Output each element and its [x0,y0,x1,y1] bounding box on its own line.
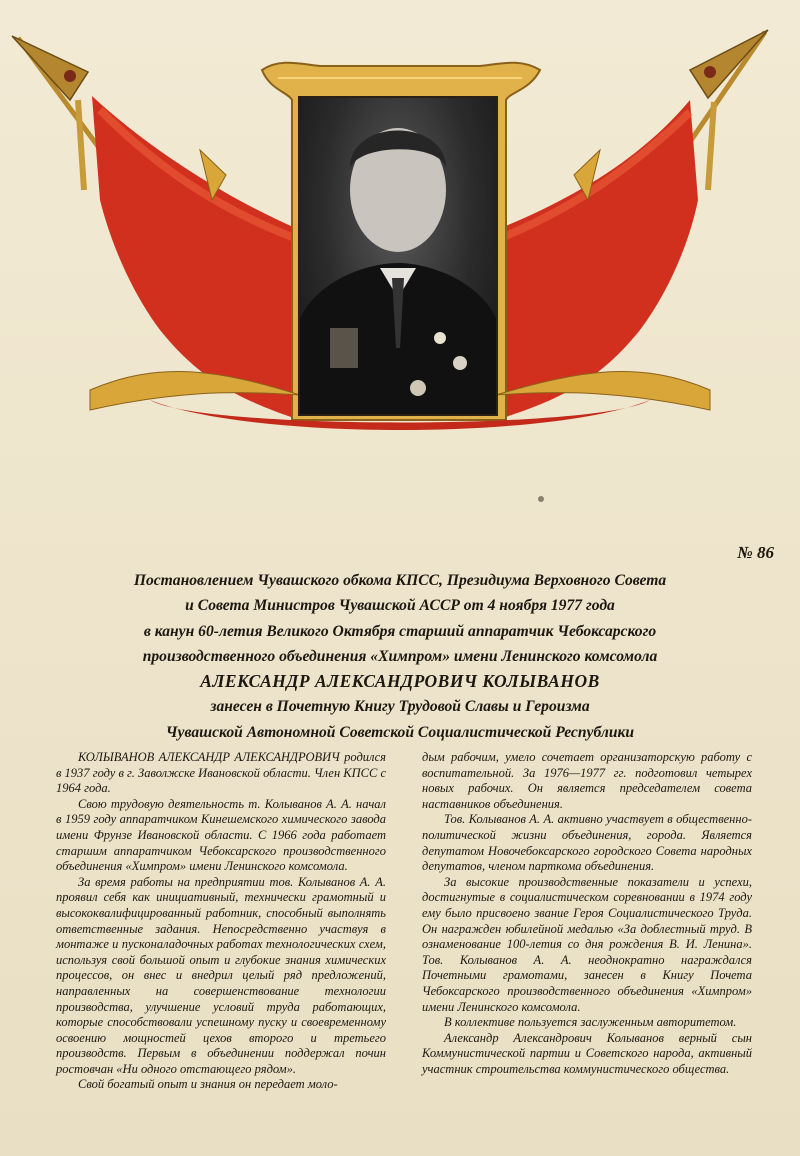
decree-line: Чувашской Автономной Советской Социалистической Республики [165,723,635,741]
decree-line: в канун 60-летия Великого Октября старший аппаратчик Чебоксарского [143,622,657,640]
paragraph: Александр Александрович Колыванов верный сын Коммунистической партии и Советского народа, активный участник строительства коммунистического общества. [422,1030,752,1076]
left-spear-tip [12,36,88,100]
record-number: № 86 [737,543,774,562]
ink-dot [538,496,544,502]
paragraph: За высокие производственные показатели и успехи, достигнутые в социалистическом соревновании в 1974 году ему было присвоено звание Героя Социалистического Труда. Он награжден юбилейной медалью «За доблестный труд. В ознаменование 100-летия со дня рождения В. И. Ленина». Тов. Колыванов А. А. неоднократно награждался Почетными грамотами, занесен в Книгу Почета Чебоксарского производственного объединения «Химпром» имени Ленинского комсомола. [422,874,752,1014]
decree-line: занесен в Почетную Книгу Трудовой Славы и Героизма [210,698,590,716]
paragraph: Свой богатый опыт и знания он передает моло- [78,1077,338,1092]
paragraph: В коллективе пользуется заслуженным авторитетом. [444,1015,737,1030]
paragraph: За время работы на предприятии тов. Колыванов А. А. проявил себя как инициативный, технически грамотный и высококвалифицированный работник, способный выполнять ответственные задания. Непосредственно участвуя в монтаже и пусконаладочных работах технологических схем, используя свой большой опыт и глубокие знания химических процессов, он внес и внедрил целый ряд предложений, направленных на совершенствование технологии производства, улучшение условий труда работающих, которые способствовали успешному пуску и своевременному освоению мощностей цехов второго и третьего производств. Первым в объединении поддержал почин ростовчан «Ни одного отстающего рядом». [56,874,386,1076]
hammer-sickle-icon [704,66,716,78]
biography [56,750,778,1110]
decree-text [40,568,760,745]
paragraph: КОЛЫВАНОВ АЛЕКСАНДР АЛЕКСАНДРОВИЧ родился в 1937 году в г. Заволжске Ивановской области. Член КПСС с 1964 года. [56,750,386,796]
paragraph: Тов. Колыванов А. А. активно участвует в общественно-политической жизни объединения, города. Является депутатом Новочебоксарского городского Совета народных депутатов, членом парткома объединения. [422,812,752,874]
star-icon [64,70,76,82]
decree-line: производственного объединения «Химпром» имени Ленинского комсомола [142,647,658,665]
biography-left-column [56,750,386,1093]
paragraph: дым рабочим, умело сочетает организаторскую работу с воспитательной. За 1976—1977 гг. подготовил четырех новых рабочих. Он является председателем совета наставников объединения. [422,750,752,811]
left-red-flag [92,96,300,420]
decree-line: Постановлением Чувашского обкома КПСС, Президиума Верховного Совета [133,572,667,589]
biography-right-column [422,750,752,1077]
paragraph: Свою трудовую деятельность т. Колыванов А. А. начал в 1959 году аппаратчиком Кинешемского химического завода имени Фрунзе Ивановской области. С 1966 года работает старшим аппаратчиком Чебоксарского производственного объединения «Химпром» имени Ленинского комсомола. [56,796,386,874]
decree-line: и Совета Министров Чувашской АССР от 4 ноября 1977 года [185,597,615,615]
honoree-name: АЛЕКСАНДР АЛЕКСАНДРОВИЧ КОЛЫВАНОВ [200,671,600,692]
portrait-photo [300,98,496,414]
right-red-flag [496,100,698,420]
